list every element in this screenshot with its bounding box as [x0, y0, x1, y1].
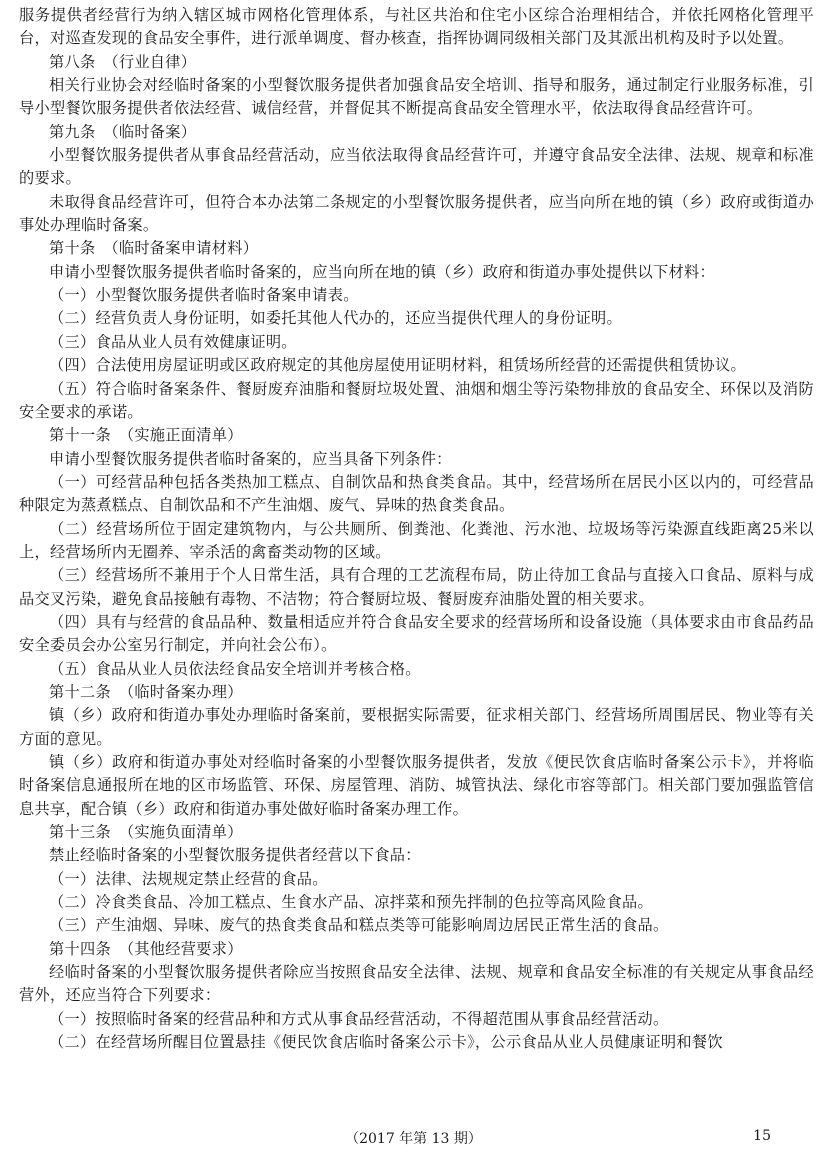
- list-item: （三）经营场所不兼用于个人日常生活，具有合理的工艺流程布局，防止待加工食品与直接入口食品、原料与成品交叉污染，避免食品接触有毒物、不洁物；符合餐厨垃圾、餐厨废弃油脂处置的相关要求。: [19, 566, 814, 608]
- list-item: （二）冷食类食品、冷加工糕点、生食水产品、凉拌菜和预先拌制的色拉等高风险食品。: [49, 893, 654, 912]
- article-heading: 第八条 （行业自律）: [49, 52, 197, 71]
- paragraph: 相关行业协会对经临时备案的小型餐饮服务提供者加强食品安全培训、指导和服务，通过制定行业服务标准，引导小型餐饮服务提供者依法经营、诚信经营，并督促其不断提高食品安全管理水平，依法取得食品经营许可。: [19, 76, 814, 118]
- list-item: （一）可经营品种包括各类热加工糕点、自制饮品和热食类食品。其中，经营场所在居民小区以内的，可经营品种限定为蒸煮糕点、自制饮品和不产生油烟、废气、异味的热食类食品。: [19, 472, 814, 515]
- page-number: 15: [753, 1128, 771, 1144]
- paragraph: 服务提供者经营行为纳入辖区城市网格化管理体系，与社区共治和住宅小区综合治理相结合，并依托网格化管理平台，对巡查发现的食品安全事件，进行派单调度、督办核查，指挥协调同级相关部门及其派出机构及时予以处置。: [19, 6, 814, 48]
- list-item: （一）小型餐饮服务提供者临时备案申请表。: [49, 286, 359, 305]
- list-item: （四）具有与经营的食品品种、数量相适应并符合食品安全要求的经营场所和设备设施（具体要求由市食品药品安全委员会办公室另行制定，并向社会公布）。: [19, 612, 814, 655]
- list-item: （二）经营场所位于固定建筑物内，与公共厕所、倒粪池、化粪池、污水池、垃圾场等污染源直线距离25米以上，经营场所内无圈养、宰杀活的禽畜类动物的区域。: [19, 519, 814, 561]
- list-item: （五）符合临时备案条件、餐厨废弃油脂和餐厨垃圾处置、油烟和烟尘等污染物排放的食品安全、环保以及消防安全要求的承诺。: [19, 379, 814, 421]
- paragraph: 申请小型餐饮服务提供者临时备案的，应当具备下列条件：: [49, 449, 452, 468]
- article-heading: 第十条 （临时备案申请材料）: [49, 239, 259, 258]
- document-body: [19, 4, 814, 1054]
- list-item: （一）按照临时备案的经营品种和方式从事食品经营活动，不得超范围从事食品经营活动。: [49, 1009, 669, 1028]
- paragraph: 经临时备案的小型餐饮服务提供者除应当按照食品安全法律、法规、规章和食品安全标准的有关规定从事食品经营外，还应当符合下列要求：: [19, 963, 814, 1005]
- article-heading: 第九条 （临时备案）: [49, 122, 197, 141]
- list-item: （五）食品从业人员依法经食品安全培训并考核合格。: [49, 659, 421, 678]
- list-item: （二）在经营场所醒目位置悬挂《便民饮食店临时备案公示卡》，公示食品从业人员健康证明和餐饮: [49, 1033, 723, 1052]
- paragraph: 申请小型餐饮服务提供者临时备案的，应当向所在地的镇（乡）政府和街道办事处提供以下材料：: [49, 262, 715, 281]
- paragraph: 镇（乡）政府和街道办事处对经临时备案的小型餐饮服务提供者，发放《便民饮食店临时备案公示卡》，并将临时备案信息通报所在地的区市场监管、环保、房屋管理、消防、城管执法、绿化市容等部门。相关部门要加强监管信息共享，配合镇（乡）政府和街道办事处做好临时备案办理工作。: [19, 753, 814, 818]
- issue-label: （2017 年第 13 期）: [345, 1131, 482, 1147]
- page-footer: [0, 1128, 827, 1152]
- article-heading: 第十一条 （实施正面清单）: [49, 426, 243, 445]
- paragraph: 小型餐饮服务提供者从事食品经营活动，应当依法取得食品经营许可，并遵守食品安全法律、法规、规章和标准的要求。: [19, 146, 814, 188]
- article-heading: 第十四条 （其他经营要求）: [49, 939, 243, 958]
- paragraph: 未取得食品经营许可，但符合本办法第二条规定的小型餐饮服务提供者，应当向所在地的镇（乡）政府或街道办事处办理临时备案。: [19, 192, 814, 235]
- paragraph: 镇（乡）政府和街道办事处办理临时备案前，要根据实际需要，征求相关部门、经营场所周围居民、物业等有关方面的意见。: [19, 706, 814, 748]
- list-item: （四）合法使用房屋证明或区政府规定的其他房屋使用证明材料，租赁场所经营的还需提供租赁协议。: [49, 356, 746, 375]
- list-item: （三）食品从业人员有效健康证明。: [49, 332, 297, 351]
- list-item: （一）法律、法规规定禁止经营的食品。: [49, 869, 328, 888]
- article-heading: 第十二条 （临时备案办理）: [49, 682, 243, 701]
- list-item: （三）产生油烟、异味、废气的热食类食品和糕点类等可能影响周边居民正常生活的食品。: [49, 916, 669, 935]
- paragraph: 禁止经临时备案的小型餐饮服务提供者经营以下食品：: [49, 846, 421, 865]
- list-item: （二）经营负责人身份证明，如委托其他人代办的，还应当提供代理人的身份证明。: [49, 309, 623, 328]
- article-heading: 第十三条 （实施负面清单）: [49, 823, 243, 842]
